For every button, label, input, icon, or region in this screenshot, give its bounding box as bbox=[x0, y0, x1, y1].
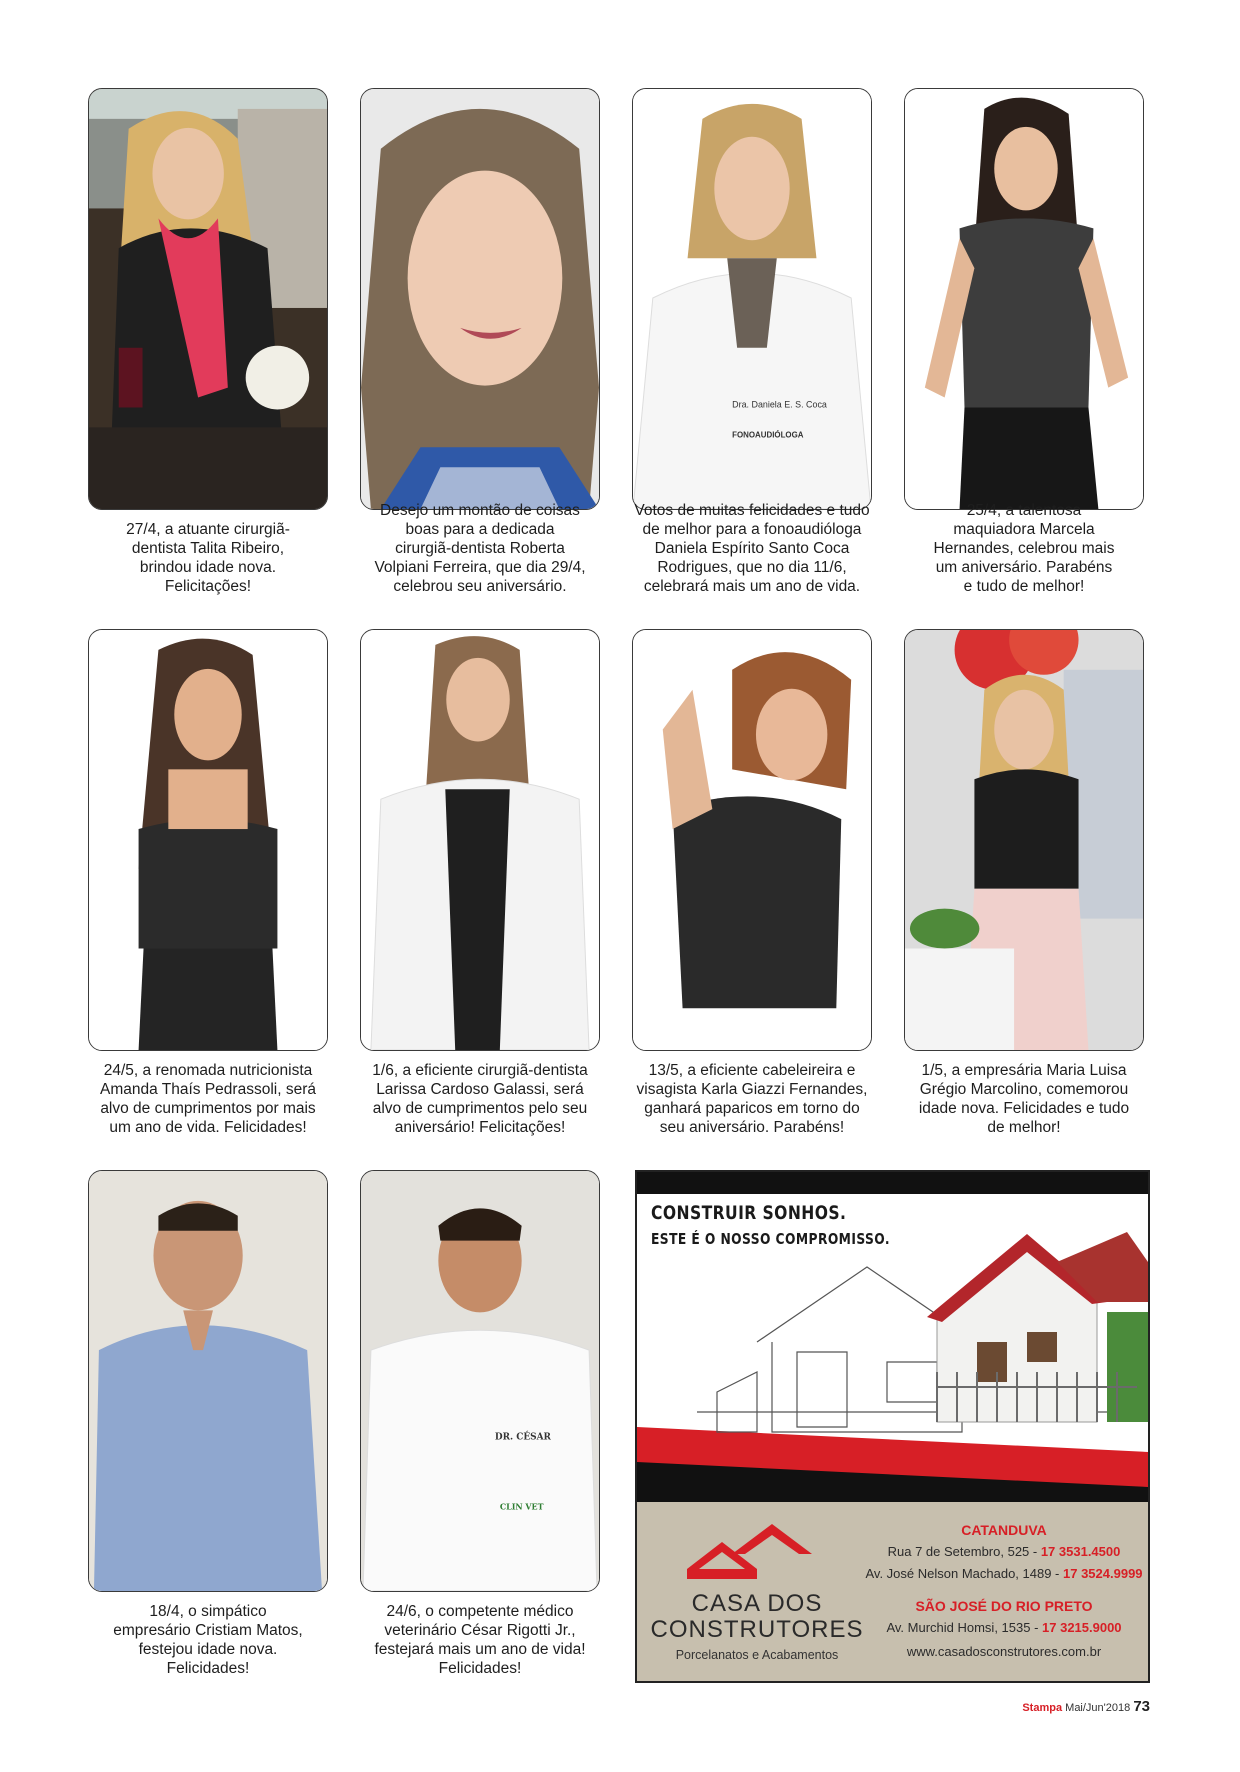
caption-line: dentista Talita Ribeiro, bbox=[131, 540, 285, 557]
page-number: 73 bbox=[1133, 1698, 1150, 1715]
caption-maria-marcolino bbox=[899, 1061, 1149, 1137]
city-catanduva: CATANDUVA bbox=[961, 1522, 1047, 1538]
photo-daniela-coca bbox=[632, 88, 872, 510]
edition-label: Mai/Jun'2018 bbox=[1065, 1702, 1131, 1714]
caption-line: 24/6, o competente médico bbox=[386, 1603, 574, 1620]
caption-roberta-volpiani bbox=[355, 501, 605, 596]
caption-line: aniversário! Felicitações! bbox=[394, 1119, 566, 1136]
caption-talita-ribeiro bbox=[83, 520, 333, 596]
page-footer bbox=[1022, 1698, 1150, 1715]
brand-tagline: Porcelanatos e Acabamentos bbox=[675, 1648, 839, 1662]
ad-illustration-area bbox=[637, 1172, 1148, 1502]
caption-line: Felicidades! bbox=[166, 1660, 250, 1677]
photo-larissa-galassi bbox=[360, 629, 600, 1051]
phone-number: 17 3215.9000 bbox=[1042, 1620, 1122, 1635]
caption-cristiam-matos bbox=[83, 1602, 333, 1678]
caption-line: 25/4, a talentosa bbox=[966, 502, 1082, 519]
caption-line: 1/6, a eficiente cirurgiã-dentista bbox=[372, 1062, 588, 1079]
house-sketch-illustration bbox=[637, 1172, 1148, 1502]
caption-line: de melhor para a fonoaudióloga bbox=[642, 521, 862, 538]
advertisement-casa-dos-construtores[interactable] bbox=[635, 1170, 1150, 1683]
caption-line: celebrou seu aniversário. bbox=[393, 578, 567, 595]
caption-line: seu aniversário. Parabéns! bbox=[659, 1119, 845, 1136]
caption-line: boas para a dedicada bbox=[405, 521, 555, 538]
address-rio-preto bbox=[859, 1620, 1149, 1635]
caption-line: empresário Cristiam Matos, bbox=[113, 1622, 303, 1639]
caption-line: Daniela Espírito Santo Coca bbox=[654, 540, 850, 557]
brand-name-line-1: CASA DOS bbox=[691, 1590, 823, 1617]
caption-line: veterinário César Rigotti Jr., bbox=[384, 1622, 576, 1639]
caption-daniela-coca bbox=[627, 501, 877, 596]
caption-line: festejou idade nova. bbox=[138, 1641, 278, 1658]
phone-number: 17 3531.4500 bbox=[1040, 1544, 1121, 1559]
ad-info-panel bbox=[637, 1502, 1148, 1683]
caption-line: Amanda Thaís Pedrassoli, será bbox=[100, 1081, 316, 1098]
caption-line: celebrará mais um ano de vida. bbox=[643, 578, 861, 595]
photo-roberta-volpiani bbox=[360, 88, 600, 510]
caption-line: 1/5, a empresária Maria Luisa bbox=[921, 1062, 1127, 1079]
website-link[interactable]: www.casadosconstrutores.com.br bbox=[906, 1644, 1102, 1659]
photo-cristiam-matos bbox=[88, 1170, 328, 1592]
city-sao-jose-do-rio-preto: SÃO JOSÉ DO RIO PRETO bbox=[915, 1598, 1093, 1614]
photo-maria-marcolino bbox=[904, 629, 1144, 1051]
vet-clinic-text: CLIN VET bbox=[499, 1502, 544, 1512]
caption-line: Felicidades! bbox=[438, 1660, 522, 1677]
photo-marcela-hernandes bbox=[904, 88, 1144, 510]
caption-line: brindou idade nova. bbox=[139, 559, 277, 576]
photo-cesar-rigotti bbox=[360, 1170, 600, 1592]
coat-title-text: FONOAUDIÓLOGA bbox=[732, 430, 804, 440]
caption-line: ganhará paparicos em torno do bbox=[644, 1100, 860, 1117]
brand-name-line-2: CONSTRUTORES bbox=[650, 1616, 864, 1643]
address-catanduva-2 bbox=[859, 1566, 1149, 1581]
caption-line: Desejo um montão de coisas bbox=[380, 502, 580, 519]
caption-line: Votos de muitas felicidades e tudo bbox=[634, 502, 870, 519]
ad-headline-2: ESTE É O NOSSO COMPROMISSO. bbox=[651, 1230, 890, 1248]
caption-line: 24/5, a renomada nutricionista bbox=[103, 1062, 313, 1079]
caption-line: Volpiani Ferreira, que dia 29/4, bbox=[374, 559, 586, 576]
caption-line: alvo de cumprimentos por mais bbox=[100, 1100, 316, 1117]
house-logo-icon bbox=[677, 1524, 827, 1584]
photo-karla-fernandes bbox=[632, 629, 872, 1051]
vet-name-text: DR. CÉSAR bbox=[494, 1432, 551, 1443]
caption-line: 18/4, o simpático bbox=[149, 1603, 267, 1620]
caption-line: 13/5, a eficiente cabeleireira e bbox=[648, 1062, 856, 1079]
address-catanduva-1 bbox=[859, 1544, 1149, 1559]
caption-cesar-rigotti bbox=[355, 1602, 605, 1678]
caption-karla-fernandes bbox=[627, 1061, 877, 1137]
photo-amanda-pedrassoli bbox=[88, 629, 328, 1051]
caption-line: de melhor! bbox=[987, 1119, 1061, 1136]
coat-name-text: Dra. Daniela E. S. Coca bbox=[732, 399, 827, 410]
address-text: Av. Murchid Homsi, 1535 - bbox=[886, 1620, 1043, 1635]
caption-line: Hernandes, celebrou mais bbox=[933, 540, 1115, 557]
caption-line: Grégio Marcolino, comemorou bbox=[919, 1081, 1129, 1098]
photo-talita-ribeiro bbox=[88, 88, 328, 510]
caption-line: Rodrigues, que no dia 11/6, bbox=[657, 559, 847, 576]
caption-line: um aniversário. Parabéns bbox=[935, 559, 1113, 576]
caption-line: um ano de vida. Felicidades! bbox=[109, 1119, 307, 1136]
caption-marcela-hernandes bbox=[899, 501, 1149, 596]
magazine-brand: Stampa bbox=[1022, 1702, 1063, 1714]
ad-headline-1: CONSTRUIR SONHOS. bbox=[651, 1202, 847, 1224]
phone-number: 17 3524.9999 bbox=[1063, 1566, 1143, 1581]
address-text: Av. José Nelson Machado, 1489 - bbox=[865, 1566, 1063, 1581]
caption-line: visagista Karla Giazzi Fernandes, bbox=[636, 1081, 868, 1098]
caption-larissa-galassi bbox=[355, 1061, 605, 1137]
caption-line: cirurgiã-dentista Roberta bbox=[395, 540, 565, 557]
caption-line: Larissa Cardoso Galassi, será bbox=[376, 1081, 584, 1098]
caption-line: festejará mais um ano de vida! bbox=[374, 1641, 586, 1658]
caption-amanda-pedrassoli bbox=[83, 1061, 333, 1137]
caption-line: maquiadora Marcela bbox=[953, 521, 1095, 538]
caption-line: 27/4, a atuante cirurgiã- bbox=[126, 521, 290, 538]
caption-line: Felicitações! bbox=[164, 578, 252, 595]
caption-line: e tudo de melhor! bbox=[963, 578, 1085, 595]
caption-line: idade nova. Felicidades e tudo bbox=[918, 1100, 1130, 1117]
caption-line: alvo de cumprimentos pelo seu bbox=[372, 1100, 588, 1117]
address-text: Rua 7 de Setembro, 525 - bbox=[887, 1544, 1041, 1559]
